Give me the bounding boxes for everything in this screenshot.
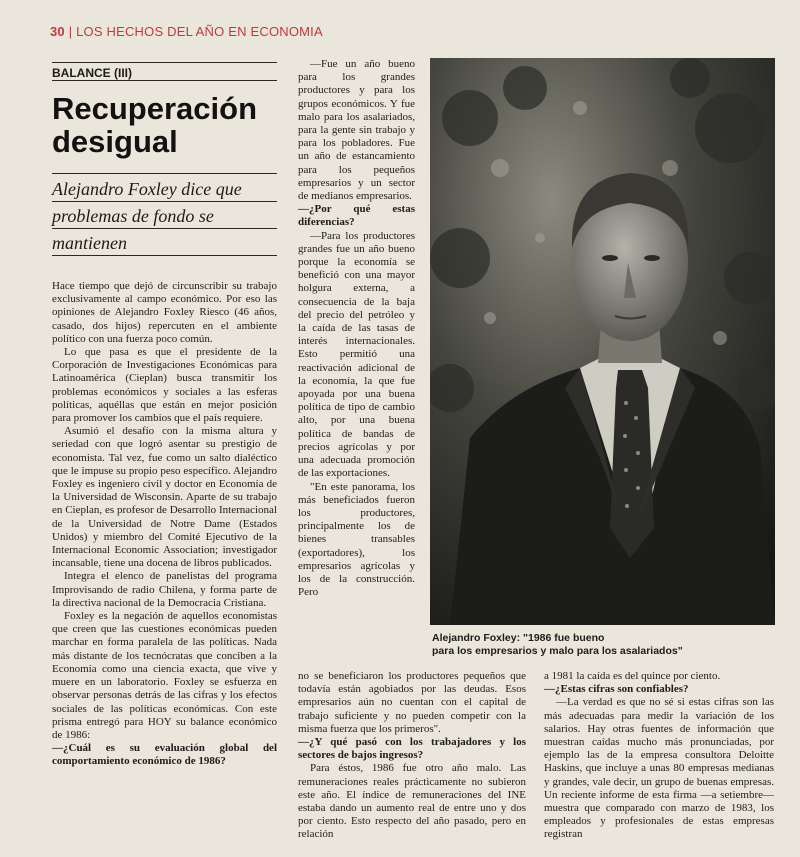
headline: Recuperación desigual [52, 91, 258, 159]
paragraph: no se beneficiaron los productores pequeños que todavía están agobiados por las deudas. Esos empresarios aún no cuentan con el capital de trabajo suficiente y no pueden competir con la misma fuerza que los primeros". [298, 670, 526, 735]
paragraph: Hace tiempo que dejó de circunscribir su trabajo exclusivamente al campo económico. Por eso las opiniones de Alejandro Foxley Riesco (46 años, casado, dos hijos) repercuten en el ambiente político con una fuerza poco común. [52, 280, 277, 345]
kicker-rule-bottom [52, 80, 277, 81]
article-column-3 [298, 670, 526, 842]
caption-line-2: para los empresarios y malo para los asalariados" [432, 645, 683, 657]
portrait-photo [430, 58, 775, 625]
interview-question: —¿Estas cifras son confiables? [544, 683, 689, 696]
interview-question: —¿Cuál es su evaluación global del comportamiento económico de 1986? [52, 742, 277, 768]
paragraph: Integra el elenco de panelistas del programa Improvisando de radio Chilena, y forma parte de la directiva nacional de la Democracia Cristiana. [52, 570, 277, 609]
paragraph: Lo que pasa es que el presidente de la Corporación de Investigaciones Económicas para Latinoamérica (Cieplan) busca transmitir los problemas económicos y sociales a las esferas políticas, aquéllas que están en mejor posición para promover los cambios que el país requiere. [52, 346, 277, 425]
interview-question: —¿Por qué estas diferencias? [298, 203, 415, 229]
paragraph: Para éstos, 1986 fue otro año malo. Las remuneraciones reales prácticamente no subieron este año. El índice de remuneraciones del INE estaba dando un aumento real de entre uno y dos por ciento. Esto respecto del año pasado, pero en relación [298, 762, 526, 841]
page-header: 30 | LOS HECHOS DEL AÑO EN ECONOMIA [50, 24, 323, 39]
page-number: 30 [50, 24, 65, 39]
article-column-4 [544, 670, 774, 842]
deck-rule-1 [52, 173, 277, 174]
article-column-1 [52, 280, 277, 769]
section-title: LOS HECHOS DEL AÑO EN ECONOMIA [76, 24, 323, 39]
paragraph: —La verdad es que no sé si estas cifras son las más adecuadas para medir la variación de los salarios. Hay otras fuentes de información que muestran caídas mucho más pronunciadas, por ejemplo las de la empresa consultora Deloitte Haskins, que incluye a unas 80 empresas medianas y grandes, vale decir, un grupo de buenas empresas. Un reciente informe de esta firma —a setiembre— muestra que comparado con marzo de 1983, los empleados y profesionales de estas empresas registran [544, 696, 774, 841]
paragraph: a 1981 la caída es del quince por ciento. [544, 670, 721, 682]
kicker: BALANCE (III) [52, 66, 132, 80]
paragraph: "En este panorama, los más beneficiados fueron los productores, principalmente los de bienes transables (exportadores), los empresarios agrícolas y los de la construcción. Pero [298, 480, 415, 599]
photo-caption [432, 632, 772, 658]
deck: Alejandro Foxley dice que problemas de fondo se mantienen [52, 179, 242, 253]
kicker-rule-top [52, 62, 277, 63]
paragraph: Foxley es la negación de aquellos economistas que creen que las cuestiones económicas pueden marchar en forma paralela de las políticas. Nada más distante de los tecnócratas que conciben a la Economía como una ciencia exacta, que vive y muere en un laboratorio. Foxley se esfuerza en observar personas detrás de las cifras y los efectos sociales de las políticas económicas. Con este prisma entregó para HOY su balance económico de 1986: [52, 610, 277, 741]
paragraph: Asumió el desafío con la misma altura y seriedad con que logró asentar su prestigio de economista. Tal vez, fue como un salto dialéctico que le impuse su propio peso específico. Alejandro Foxley es ingeniero civil y doctor en Economía de la Universidad de Wisconsin. Aparte de su trabajo en Cieplan, es profesor de Desarrollo Internacional de la Universidad de Notre Dame (Estados Unidos) y miembro del Comité Ejecutivo de la Internacional Economic Association; investigador incansable, tiene una docena de libros publicados. [52, 425, 277, 570]
paragraph: —Fue un año bueno para los grandes productores y para los grupos económicos. Y fue malo para los asalariados, para la gente sin trabajo y para los pobladores. Fue un año de estancamiento para los pequeños empresarios y un sector de medianos empresarios. [298, 58, 415, 203]
portrait-illustration [430, 58, 775, 625]
paragraph: —Para los productores grandes fue un año bueno porque la economía se benefició con una mayor holgura externa, a consecuencia de la baja del precio del petróleo y la caída de las tasas de interés internacionales. Esto permitió una reactivación adicional de la economía, la que fue apoyada por una buena política de tipo de cambio alto, por una buena política de bandas de precios agrícolas y por una adecuada promoción de las exportaciones. [298, 229, 415, 480]
interview-question: —¿Y qué pasó con los trabajadores y los sectores de bajos ingresos? [298, 736, 526, 762]
caption-line-1: Alejandro Foxley: "1986 fue bueno [432, 632, 605, 644]
article-column-2 [298, 58, 415, 599]
